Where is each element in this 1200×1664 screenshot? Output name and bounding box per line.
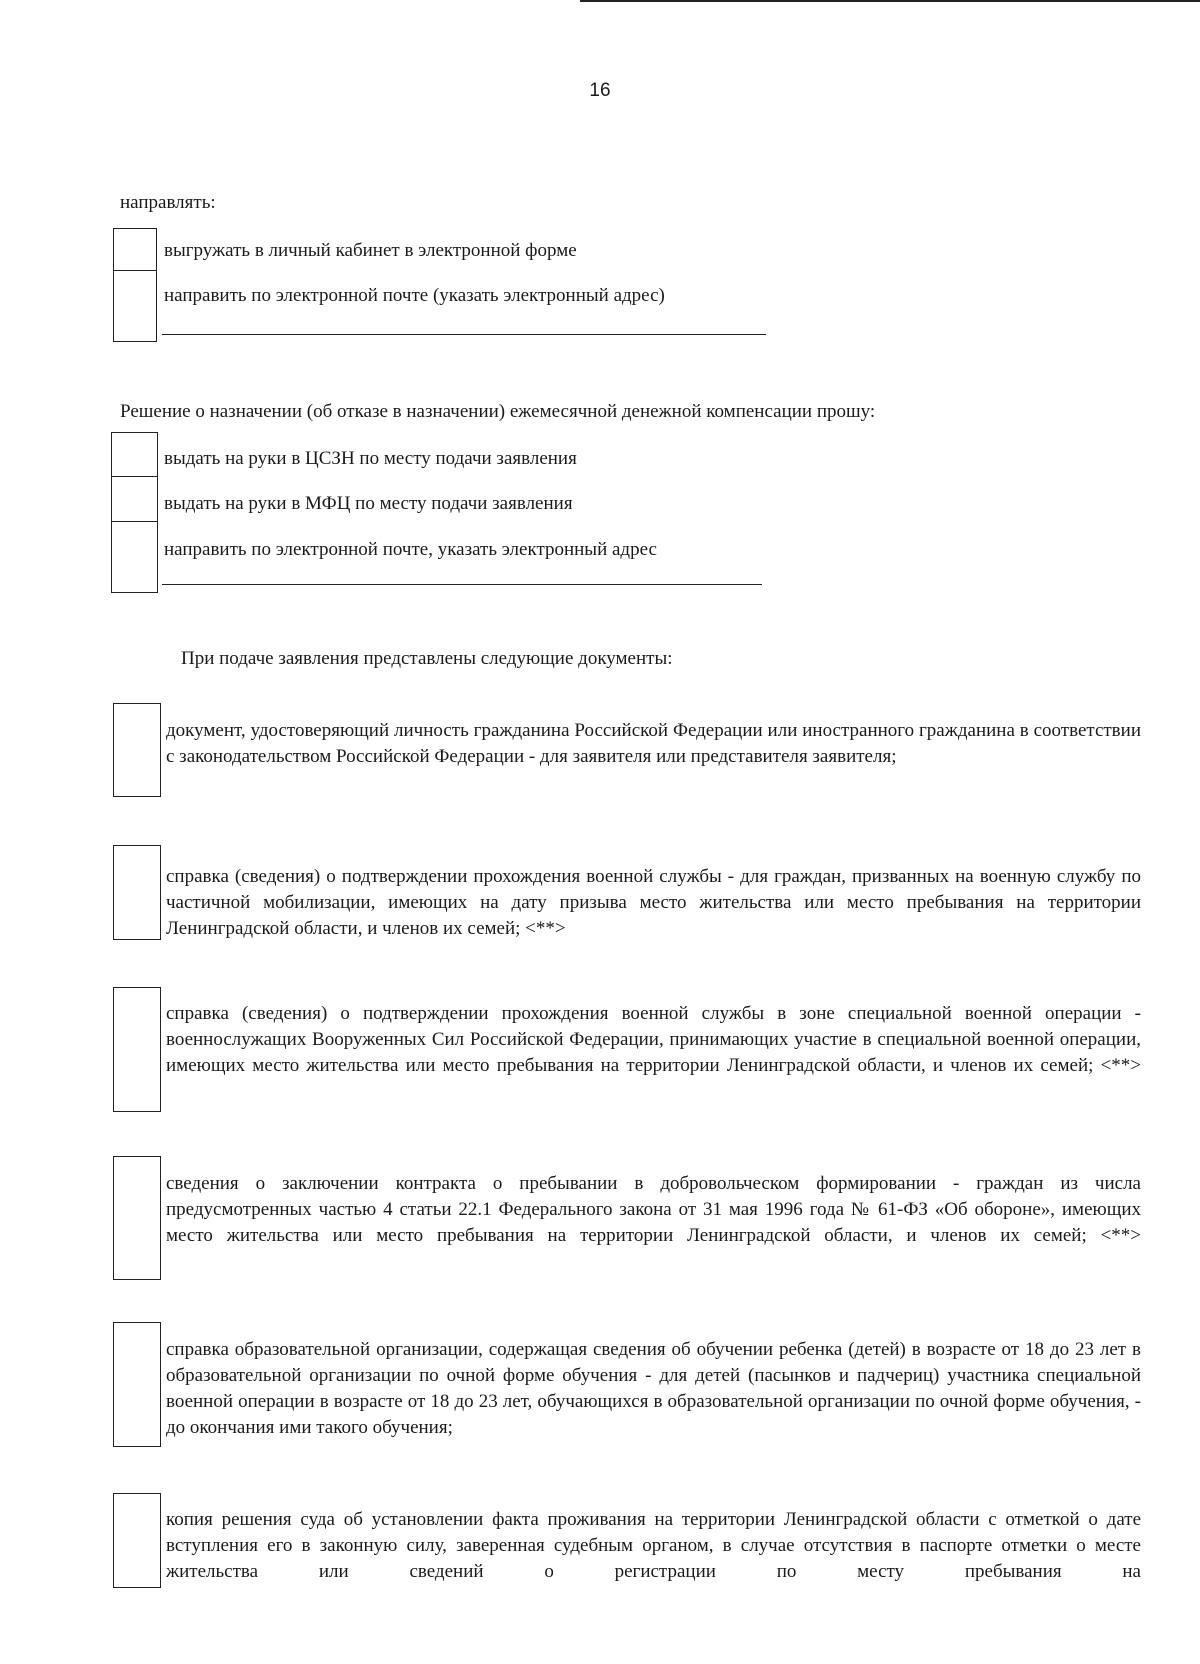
doc-mobilization: справка (сведения) о подтверждении прохождения военной службы - для граждан, призванных на военную службу по частичной мобилизации, имеющих на дату призыва место жительства или место пребывания на территории Ленинградской области, и членов их семей; <**> — [166, 866, 1141, 939]
documents-heading: При подаче заявления представлены следующие документы: — [181, 648, 673, 669]
email-address-field-2[interactable] — [162, 584, 762, 585]
doc-svo-service: справка (сведения) о подтверждении прохождения военной службы в зоне специальной военной операции - военнослужащих Вооруженных Сил Российской Федерации, принимающих участие в специальной военной операции, имеющих место жительства или место пребывания на территории Ленинградской области, и членов их семей; <**> — [166, 1003, 1141, 1076]
option-send-email: направить по электронной почте (указать электронный адрес) — [164, 285, 665, 306]
section1-intro: направлять: — [120, 192, 216, 213]
page-number: 16 — [589, 80, 611, 101]
checkbox-csz[interactable] — [111, 432, 158, 478]
doc-identity: документ, удостоверяющий личность гражданина Российской Федерации или иностранного гражданина в соответствии с законодательством Российской Федерации - для заявителя или представителя заявителя; — [166, 720, 1141, 767]
checkbox-send-email[interactable] — [113, 270, 157, 342]
checkbox-email-decision[interactable] — [111, 521, 158, 593]
option-mfc: выдать на руки в МФЦ по месту подачи заявления — [164, 493, 573, 514]
email-address-field[interactable] — [162, 334, 766, 335]
checkbox-mfc[interactable] — [111, 476, 158, 523]
option-email-decision: направить по электронной почте, указать электронный адрес — [164, 539, 657, 560]
top-border-line — [580, 0, 1200, 2]
doc-education: справка образовательной организации, содержащая сведения об обучении ребенка (детей) в возрасте от 18 до 23 лет в образовательной организации по очной форме обучения - для детей (пасынков и падчериц) участника специальной военной операции в возрасте от 18 до 23 лет, обучающихся в образовательной организации по очной форме обучения, - до окончания ими такого обучения; — [166, 1339, 1141, 1438]
checkbox-doc-court[interactable] — [113, 1493, 161, 1588]
section2-intro: Решение о назначении (об отказе в назначении) ежемесячной денежной компенсации прошу: — [120, 401, 876, 422]
doc-volunteer: сведения о заключении контракта о пребывании в добровольческом формировании - граждан из числа предусмотренных частью 4 статьи 22.1 Федерального закона от 31 мая 1996 года № 61-ФЗ «Об обороне», имеющих место жительства или место пребывания на территории Ленинградской области, и членов их семей; <**> — [166, 1173, 1141, 1246]
checkbox-doc-education[interactable] — [113, 1322, 161, 1447]
doc-court: копия решения суда об установлении факта проживания на территории Ленинградской области с отметкой о дате вступления его в законную силу, заверенная судебным органом, в случае отсутствия в паспорте отметки о месте жительства или сведений о регистрации по месту пребывания на — [166, 1509, 1141, 1582]
checkbox-doc-mobilization[interactable] — [113, 845, 161, 940]
checkbox-doc-identity[interactable] — [113, 703, 161, 797]
checkbox-doc-volunteer[interactable] — [113, 1156, 161, 1280]
option-upload-cabinet: выгружать в личный кабинет в электронной форме — [164, 240, 577, 261]
option-csz: выдать на руки в ЦСЗН по месту подачи заявления — [164, 448, 577, 469]
checkbox-upload-cabinet[interactable] — [113, 228, 157, 272]
checkbox-doc-svo-service[interactable] — [113, 987, 161, 1112]
